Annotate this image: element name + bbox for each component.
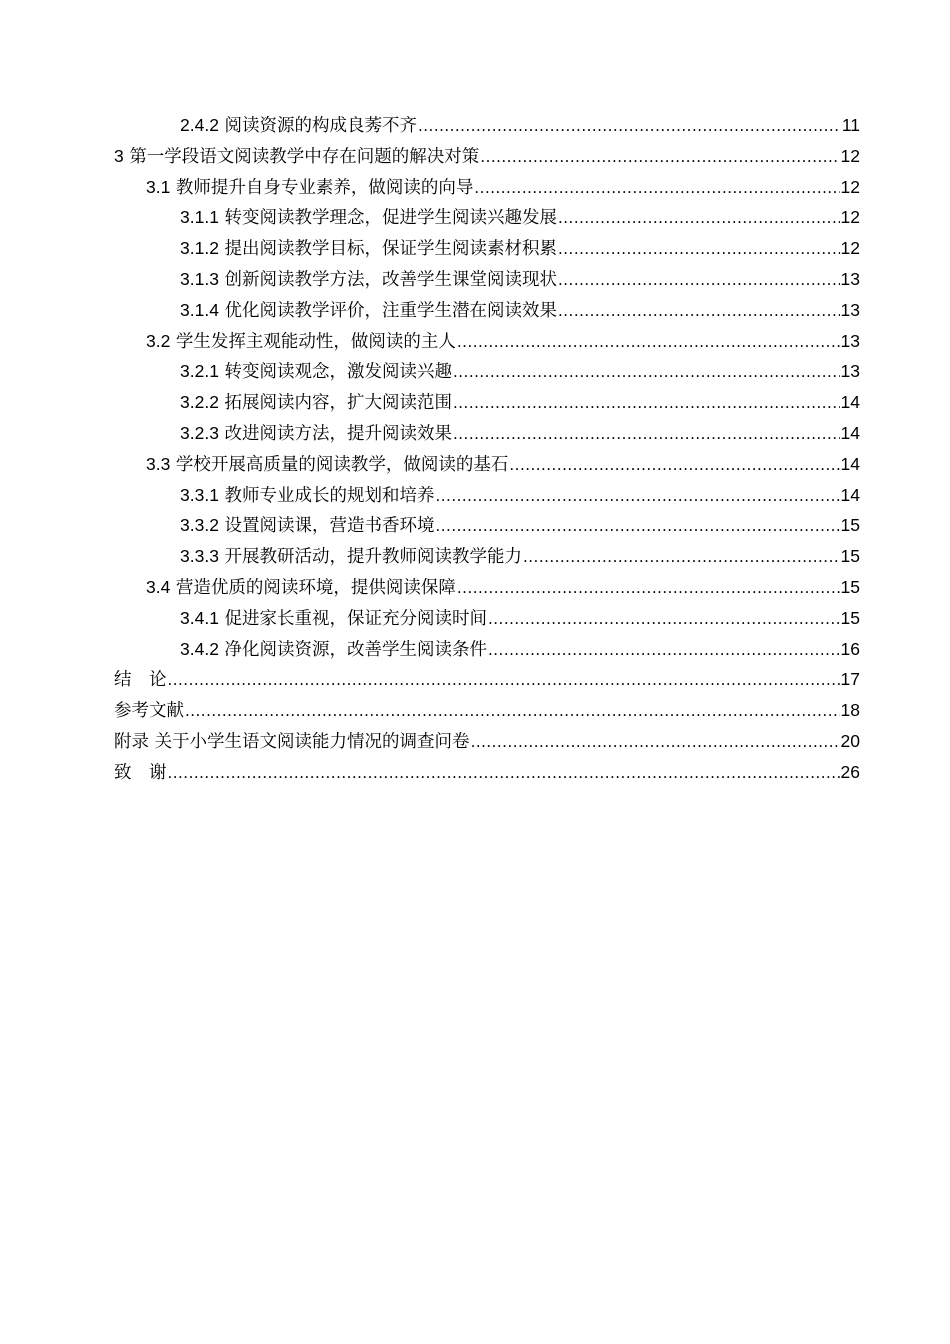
toc-entry-number: 3 — [114, 145, 124, 166]
toc-entry-number: 3.1.1 — [180, 207, 219, 228]
toc-entry-number: 3.4.1 — [180, 607, 219, 628]
toc-dot-leader — [453, 388, 840, 419]
toc-entry-title: 教师专业成长的规划和培养 — [224, 485, 435, 506]
toc-entry-title: 促进家长重视，保证充分阅读时间 — [224, 608, 488, 629]
toc-entry-title: 转变阅读教学理念，促进学生阅读兴趣发展 — [224, 208, 558, 229]
toc-dot-leader — [509, 450, 839, 481]
toc-entry[interactable] — [114, 326, 860, 357]
toc-entry[interactable] — [114, 664, 860, 695]
toc-dot-leader — [418, 111, 841, 142]
toc-entry-number: 3.4 — [146, 576, 171, 597]
toc-page-number: 11 — [841, 115, 860, 135]
toc-entry[interactable] — [114, 418, 860, 449]
toc-entry-title: 营造优质的阅读环境，提供阅读保障 — [175, 577, 456, 598]
toc-entry-label — [146, 449, 508, 481]
toc-dot-leader — [168, 758, 840, 789]
toc-entry[interactable] — [114, 295, 860, 326]
toc-entry-label — [180, 264, 557, 296]
toc-entry-label — [180, 480, 435, 512]
toc-dot-leader — [453, 419, 840, 450]
toc-entry[interactable] — [114, 480, 860, 511]
toc-page-number: 18 — [840, 700, 860, 721]
toc-entry-label — [180, 541, 522, 573]
toc-entry-number: 3.1.4 — [180, 299, 219, 320]
toc-entry-number: 3.2.1 — [180, 361, 219, 382]
toc-entry-title: 第一学段语文阅读教学中存在问题的解决对策 — [129, 146, 480, 167]
toc-page-number: 15 — [840, 607, 860, 628]
toc-page-number: 15 — [840, 576, 860, 597]
toc-page-number: 12 — [840, 207, 860, 228]
toc-entry-title: 拓展阅读内容，扩大阅读范围 — [224, 393, 453, 414]
toc-entry-title: 学校开展高质量的阅读教学，做阅读的基石 — [175, 454, 509, 475]
toc-dot-leader — [457, 573, 840, 604]
toc-entry[interactable] — [114, 110, 860, 141]
toc-page-number: 13 — [840, 361, 860, 382]
toc-entry-number: 3.4.2 — [180, 638, 219, 659]
toc-entry[interactable] — [114, 695, 860, 726]
toc-entry-title: 提出阅读教学目标，保证学生阅读素材积累 — [224, 239, 558, 260]
toc-page-number: 14 — [840, 484, 860, 505]
toc-entry-title: 附录 关于小学生语文阅读能力情况的调查问卷 — [114, 731, 470, 752]
toc-entry-number: 3.1.3 — [180, 268, 219, 289]
toc-entry-label — [146, 326, 456, 358]
toc-entry[interactable] — [114, 603, 860, 634]
toc-entry-number: 2.4.2 — [180, 115, 219, 135]
toc-entry-label — [180, 356, 452, 388]
toc-entry[interactable] — [114, 202, 860, 233]
toc-page-number: 13 — [840, 299, 860, 320]
toc-entry-label — [180, 110, 417, 142]
toc-page-number: 14 — [840, 453, 860, 474]
toc-dot-leader — [488, 604, 840, 635]
toc-dot-leader — [436, 511, 840, 542]
toc-entry-title: 净化阅读资源，改善学生阅读条件 — [224, 639, 488, 660]
toc-entry[interactable] — [114, 572, 860, 603]
toc-page-number: 13 — [840, 330, 860, 351]
toc-entry-number: 3.1.2 — [180, 238, 219, 259]
toc-entry-title: 参考文献 — [114, 701, 184, 722]
toc-page-number: 20 — [840, 730, 860, 751]
toc-entry-title: 开展教研活动，提升教师阅读教学能力 — [224, 547, 523, 568]
toc-page-number: 12 — [840, 176, 860, 197]
toc-entry[interactable] — [114, 449, 860, 480]
toc-dot-leader — [558, 234, 840, 265]
toc-page-number: 17 — [840, 669, 860, 690]
toc-entry-number: 3.2.2 — [180, 392, 219, 413]
toc-dot-leader — [558, 203, 840, 234]
toc-entry[interactable] — [114, 510, 860, 541]
toc-entry[interactable] — [114, 541, 860, 572]
toc-entry-title: 转变阅读观念，激发阅读兴趣 — [224, 362, 453, 383]
toc-entry-title: 致 谢 — [114, 762, 167, 783]
toc-entry-title: 阅读资源的构成良莠不齐 — [224, 116, 418, 136]
toc-entry[interactable] — [114, 233, 860, 264]
toc-page-number: 13 — [840, 268, 860, 289]
toc-entry-number: 3.3.3 — [180, 546, 219, 567]
toc-dot-leader — [474, 173, 839, 204]
toc-entry-label — [114, 141, 479, 173]
toc-dot-leader — [168, 665, 840, 696]
toc-entry[interactable] — [114, 634, 860, 665]
toc-dot-leader — [488, 635, 840, 666]
toc-entry-number: 3.3.1 — [180, 484, 219, 505]
toc-dot-leader — [558, 265, 840, 296]
toc-entry-title: 优化阅读教学评价，注重学生潜在阅读效果 — [224, 300, 558, 321]
toc-entry-title: 学生发挥主观能动性，做阅读的主人 — [175, 331, 456, 352]
table-of-contents — [114, 110, 860, 788]
toc-entry-label — [146, 572, 456, 604]
toc-entry-title: 创新阅读教学方法，改善学生课堂阅读现状 — [224, 269, 558, 290]
toc-dot-leader — [480, 142, 839, 173]
toc-page-number: 12 — [840, 145, 860, 166]
toc-dot-leader — [471, 727, 840, 758]
toc-page-number: 16 — [840, 638, 860, 659]
toc-entry[interactable] — [114, 172, 860, 203]
toc-page-number: 14 — [840, 392, 860, 413]
toc-dot-leader — [436, 481, 840, 512]
toc-entry[interactable] — [114, 264, 860, 295]
toc-entry-label — [180, 603, 487, 635]
toc-entry-label — [180, 510, 435, 542]
toc-entry-number: 3.1 — [146, 176, 171, 197]
toc-entry[interactable] — [114, 726, 860, 757]
toc-page-number: 15 — [840, 515, 860, 536]
toc-page-number: 14 — [840, 422, 860, 443]
toc-entry-label — [180, 202, 557, 234]
toc-dot-leader — [185, 696, 840, 727]
toc-dot-leader — [558, 296, 840, 327]
toc-entry-number: 3.2.3 — [180, 422, 219, 443]
toc-entry-title: 教师提升自身专业素养，做阅读的向导 — [175, 177, 474, 198]
toc-entry-title: 改进阅读方法，提升阅读效果 — [224, 423, 453, 444]
toc-entry[interactable] — [114, 141, 860, 172]
toc-entry[interactable] — [114, 387, 860, 418]
toc-entry-number: 3.2 — [146, 330, 171, 351]
toc-entry-number: 3.3.2 — [180, 515, 219, 536]
toc-entry-label — [180, 233, 557, 265]
toc-entry-label — [180, 387, 452, 419]
toc-entry-label — [180, 634, 487, 666]
toc-entry-title: 结 论 — [114, 670, 167, 691]
toc-entry-label — [180, 295, 557, 327]
toc-dot-leader — [457, 327, 840, 358]
toc-page-number: 15 — [840, 546, 860, 567]
toc-entry-label — [146, 172, 473, 204]
toc-entry-number: 3.3 — [146, 453, 171, 474]
toc-page-number: 12 — [840, 238, 860, 259]
toc-entry-title: 设置阅读课，营造书香环境 — [224, 516, 435, 537]
toc-entry[interactable] — [114, 757, 860, 788]
toc-entry[interactable] — [114, 356, 860, 387]
toc-page-number: 26 — [840, 761, 860, 782]
toc-entry-label — [180, 418, 452, 450]
toc-dot-leader — [523, 542, 840, 573]
toc-dot-leader — [453, 357, 840, 388]
